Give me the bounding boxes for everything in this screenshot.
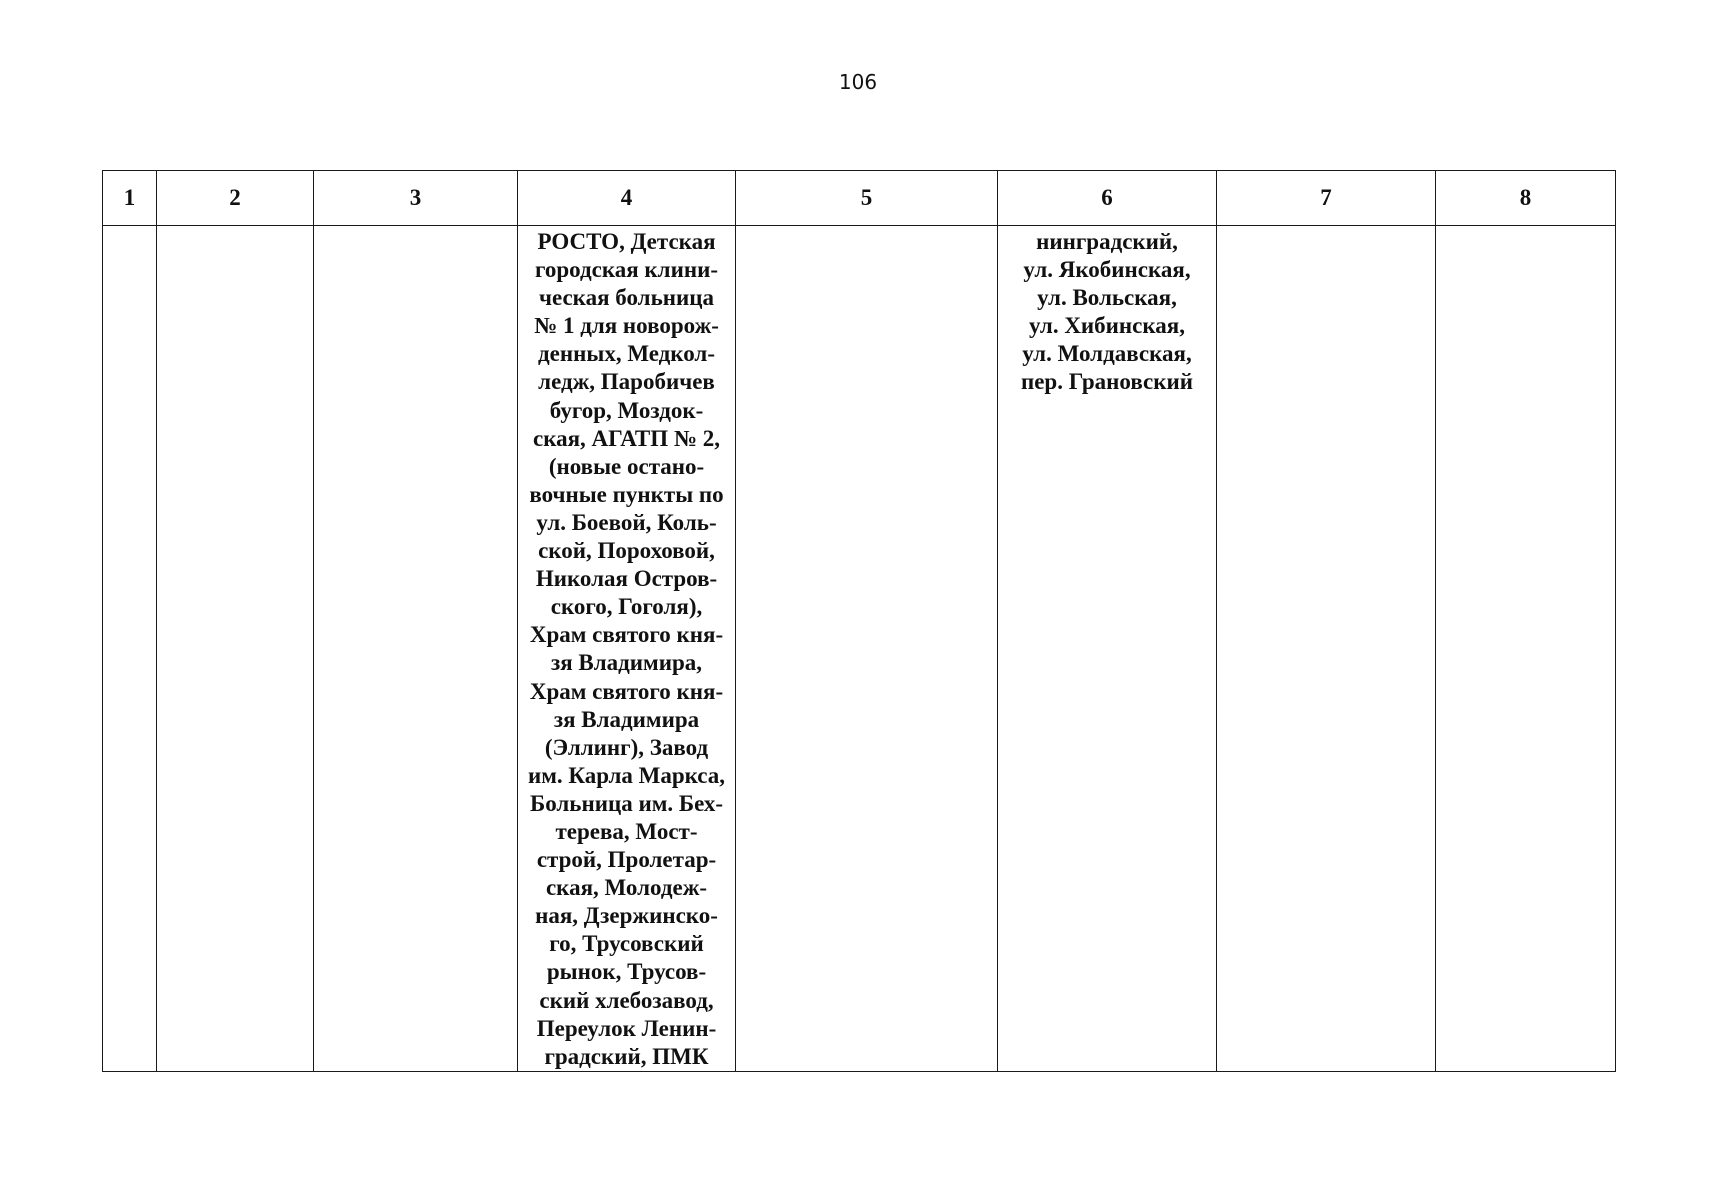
route-table: [102, 170, 1616, 1072]
streets-text: нинградский, ул. Якобинская, ул. Вольская, ул. Хибинская, ул. Молдавская, пер. Грановский: [1020, 229, 1194, 395]
table-row: [103, 226, 1616, 1072]
page-number: 106: [838, 70, 878, 94]
cell-col5: [736, 226, 998, 1072]
cell-route-stops: [518, 226, 736, 1072]
cell-col2: [157, 226, 314, 1072]
route-stops-text: РОСТО, Детская городская клини- ческая больница № 1 для новорож- денных, Медкол- ледж, Паробичев бугор, Моздок- ская, АГАТП № 2, (новые остано- вочные пункты по ул. Боевой, Коль- ской, Пороховой, Николая Остров- ского, Гоголя), Храм святого кня- зя Владимира, Храм святого кня- зя Владимира (Эллинг), Завод им. Карла Маркса, Больница им. Бех- терева, Мост- строй, Пролетар- ская, Молодеж- ная, Дзержинско- го, Трусовский рынок, Трусов- ский хлебозавод, Переулок Ленин- градский, ПМК: [527, 229, 726, 1069]
column-header-8: 8: [1436, 171, 1616, 226]
column-header-5: 5: [736, 171, 998, 226]
cell-col3: [314, 226, 518, 1072]
cell-col1: [103, 226, 157, 1072]
column-header-1: 1: [103, 171, 157, 226]
column-header-6: 6: [998, 171, 1217, 226]
column-header-7: 7: [1217, 171, 1436, 226]
table-header-row: [103, 171, 1616, 226]
column-header-3: 3: [314, 171, 518, 226]
cell-streets: [998, 226, 1217, 1072]
column-header-2: 2: [157, 171, 314, 226]
cell-col8: [1436, 226, 1616, 1072]
cell-col7: [1217, 226, 1436, 1072]
column-header-4: 4: [518, 171, 736, 226]
